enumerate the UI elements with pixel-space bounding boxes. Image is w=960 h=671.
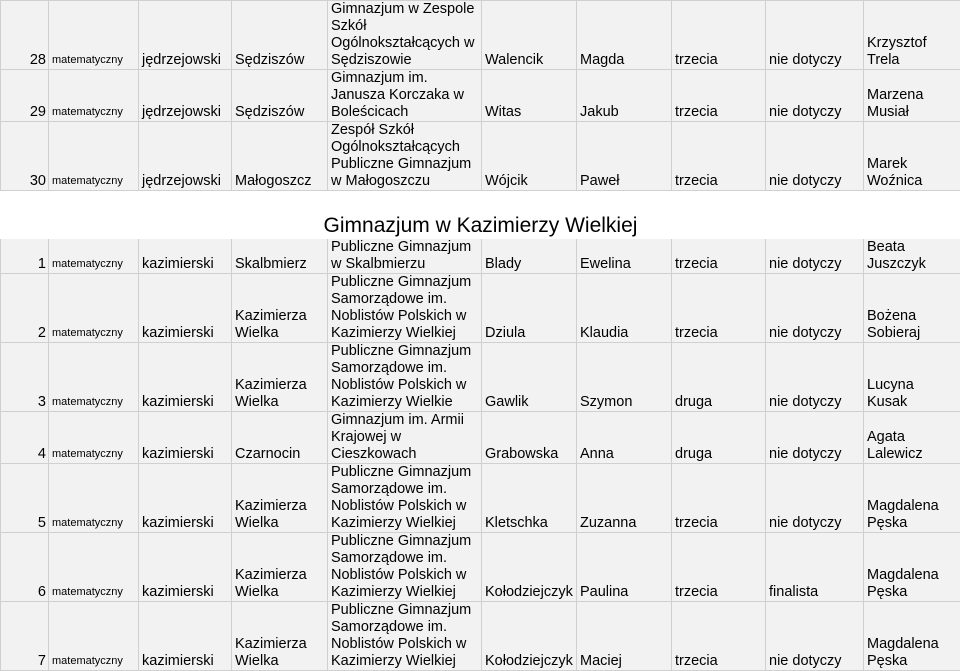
cell-name: Ewelina bbox=[577, 239, 672, 274]
cell-number: 7 bbox=[1, 602, 49, 671]
cell-teacher: Marek Woźnica bbox=[864, 122, 960, 191]
cell-subject: matematyczny bbox=[49, 412, 139, 464]
cell-name: Magda bbox=[577, 1, 672, 70]
cell-school: Publiczne Gimnazjum Samorządowe im. Noblistów Polskich w Kazimierzy Wielkiej bbox=[328, 464, 482, 533]
cell-class: druga bbox=[672, 412, 766, 464]
cell-result: nie dotyczy bbox=[766, 274, 864, 343]
cell-town: Kazimierza Wielka bbox=[232, 274, 328, 343]
cell-class: trzecia bbox=[672, 70, 766, 122]
cell-school: Gimnazjum im. Armii Krajowej w Cieszkowach bbox=[328, 412, 482, 464]
cell-result: nie dotyczy bbox=[766, 122, 864, 191]
cell-district: kazimierski bbox=[139, 239, 232, 274]
cell-teacher: Beata Juszczyk bbox=[864, 239, 960, 274]
cell-number: 5 bbox=[1, 464, 49, 533]
cell-number: 6 bbox=[1, 533, 49, 602]
cell-number: 4 bbox=[1, 412, 49, 464]
cell-result: finalista bbox=[766, 533, 864, 602]
cell-surname: Witas bbox=[482, 70, 577, 122]
cell-name: Zuzanna bbox=[577, 464, 672, 533]
cell-subject: matematyczny bbox=[49, 1, 139, 70]
cell-surname: Blady bbox=[482, 239, 577, 274]
cell-district: kazimierski bbox=[139, 343, 232, 412]
cell-name: Maciej bbox=[577, 602, 672, 671]
cell-school: Publiczne Gimnazjum Samorządowe im. Noblistów Polskich w Kazimierzy Wielkiej bbox=[328, 533, 482, 602]
cell-town: Kazimierza Wielka bbox=[232, 533, 328, 602]
cell-district: kazimierski bbox=[139, 412, 232, 464]
cell-class: trzecia bbox=[672, 1, 766, 70]
table-row bbox=[1, 412, 960, 464]
cell-subject: matematyczny bbox=[49, 464, 139, 533]
cell-number: 1 bbox=[1, 239, 49, 274]
cell-school: Gimnazjum im. Janusza Korczaka w Boleścicach bbox=[328, 70, 482, 122]
cell-school: Zespół Szkół Ogólnokształcących Publiczne Gimnazjum w Małogoszczu bbox=[328, 122, 482, 191]
cell-school: Publiczne Gimnazjum w Skalbmierzu bbox=[328, 239, 482, 274]
cell-town: Sędziszów bbox=[232, 1, 328, 70]
cell-surname: Gawlik bbox=[482, 343, 577, 412]
cell-town: Sędziszów bbox=[232, 70, 328, 122]
cell-subject: matematyczny bbox=[49, 533, 139, 602]
cell-teacher: Krzysztof Trela bbox=[864, 1, 960, 70]
cell-district: kazimierski bbox=[139, 533, 232, 602]
cell-class: trzecia bbox=[672, 533, 766, 602]
cell-school: Publiczne Gimnazjum Samorządowe im. Noblistów Polskich w Kazimierzy Wielkiej bbox=[328, 274, 482, 343]
cell-town: Czarnocin bbox=[232, 412, 328, 464]
cell-town: Kazimierza Wielka bbox=[232, 602, 328, 671]
cell-town: Skalbmierz bbox=[232, 239, 328, 274]
table-row bbox=[1, 533, 960, 602]
section-title: Gimnazjum w Kazimierzy Wielkiej bbox=[1, 206, 960, 239]
section-header bbox=[1, 191, 960, 239]
cell-result: nie dotyczy bbox=[766, 239, 864, 274]
cell-number: 2 bbox=[1, 274, 49, 343]
table-row bbox=[1, 1, 960, 70]
cell-class: trzecia bbox=[672, 602, 766, 671]
cell-school: Gimnazjum w Zespole Szkół Ogólnokształcących w Sędziszowie bbox=[328, 1, 482, 70]
cell-surname: Kołodziejczyk bbox=[482, 533, 577, 602]
cell-district: jędrzejowski bbox=[139, 1, 232, 70]
cell-name: Paweł bbox=[577, 122, 672, 191]
cell-teacher: Marzena Musiał bbox=[864, 70, 960, 122]
cell-district: kazimierski bbox=[139, 602, 232, 671]
cell-result: nie dotyczy bbox=[766, 412, 864, 464]
cell-number: 30 bbox=[1, 122, 49, 191]
table-row bbox=[1, 464, 960, 533]
cell-result: nie dotyczy bbox=[766, 1, 864, 70]
cell-teacher: Bożena Sobieraj bbox=[864, 274, 960, 343]
cell-school: Publiczne Gimnazjum Samorządowe im. Noblistów Polskich w Kazimierzy Wielkiej bbox=[328, 602, 482, 671]
cell-class: trzecia bbox=[672, 239, 766, 274]
cell-surname: Grabowska bbox=[482, 412, 577, 464]
cell-teacher: Magdalena Pęska bbox=[864, 464, 960, 533]
table-row bbox=[1, 239, 960, 274]
cell-name: Jakub bbox=[577, 70, 672, 122]
cell-number: 28 bbox=[1, 1, 49, 70]
cell-district: kazimierski bbox=[139, 464, 232, 533]
cell-subject: matematyczny bbox=[49, 122, 139, 191]
cell-subject: matematyczny bbox=[49, 239, 139, 274]
cell-subject: matematyczny bbox=[49, 602, 139, 671]
table-row bbox=[1, 274, 960, 343]
cell-surname: Kletschka bbox=[482, 464, 577, 533]
table-row bbox=[1, 343, 960, 412]
cell-subject: matematyczny bbox=[49, 343, 139, 412]
cell-subject: matematyczny bbox=[49, 70, 139, 122]
cell-result: nie dotyczy bbox=[766, 343, 864, 412]
cell-class: trzecia bbox=[672, 122, 766, 191]
cell-teacher: Magdalena Pęska bbox=[864, 533, 960, 602]
cell-class: trzecia bbox=[672, 274, 766, 343]
table-row bbox=[1, 70, 960, 122]
cell-district: kazimierski bbox=[139, 274, 232, 343]
cell-district: jędrzejowski bbox=[139, 122, 232, 191]
cell-town: Kazimierza Wielka bbox=[232, 343, 328, 412]
table-row bbox=[1, 602, 960, 671]
cell-result: nie dotyczy bbox=[766, 602, 864, 671]
cell-subject: matematyczny bbox=[49, 274, 139, 343]
cell-result: nie dotyczy bbox=[766, 464, 864, 533]
table-row bbox=[1, 122, 960, 191]
cell-number: 3 bbox=[1, 343, 49, 412]
table-body-top bbox=[1, 1, 960, 191]
cell-surname: Walencik bbox=[482, 1, 577, 70]
cell-name: Klaudia bbox=[577, 274, 672, 343]
cell-school: Publiczne Gimnazjum Samorządowe im. Noblistów Polskich w Kazimierzy Wielkie bbox=[328, 343, 482, 412]
cell-result: nie dotyczy bbox=[766, 70, 864, 122]
table-body-bottom bbox=[1, 239, 960, 671]
cell-teacher: Lucyna Kusak bbox=[864, 343, 960, 412]
cell-surname: Dziula bbox=[482, 274, 577, 343]
cell-name: Szymon bbox=[577, 343, 672, 412]
cell-town: Małogoszcz bbox=[232, 122, 328, 191]
cell-teacher: Agata Lalewicz bbox=[864, 412, 960, 464]
cell-teacher: Magdalena Pęska bbox=[864, 602, 960, 671]
cell-name: Paulina bbox=[577, 533, 672, 602]
cell-number: 29 bbox=[1, 70, 49, 122]
cell-district: jędrzejowski bbox=[139, 70, 232, 122]
cell-surname: Kołodziejczyk bbox=[482, 602, 577, 671]
cell-class: trzecia bbox=[672, 464, 766, 533]
cell-name: Anna bbox=[577, 412, 672, 464]
cell-town: Kazimierza Wielka bbox=[232, 464, 328, 533]
cell-class: druga bbox=[672, 343, 766, 412]
cell-surname: Wójcik bbox=[482, 122, 577, 191]
